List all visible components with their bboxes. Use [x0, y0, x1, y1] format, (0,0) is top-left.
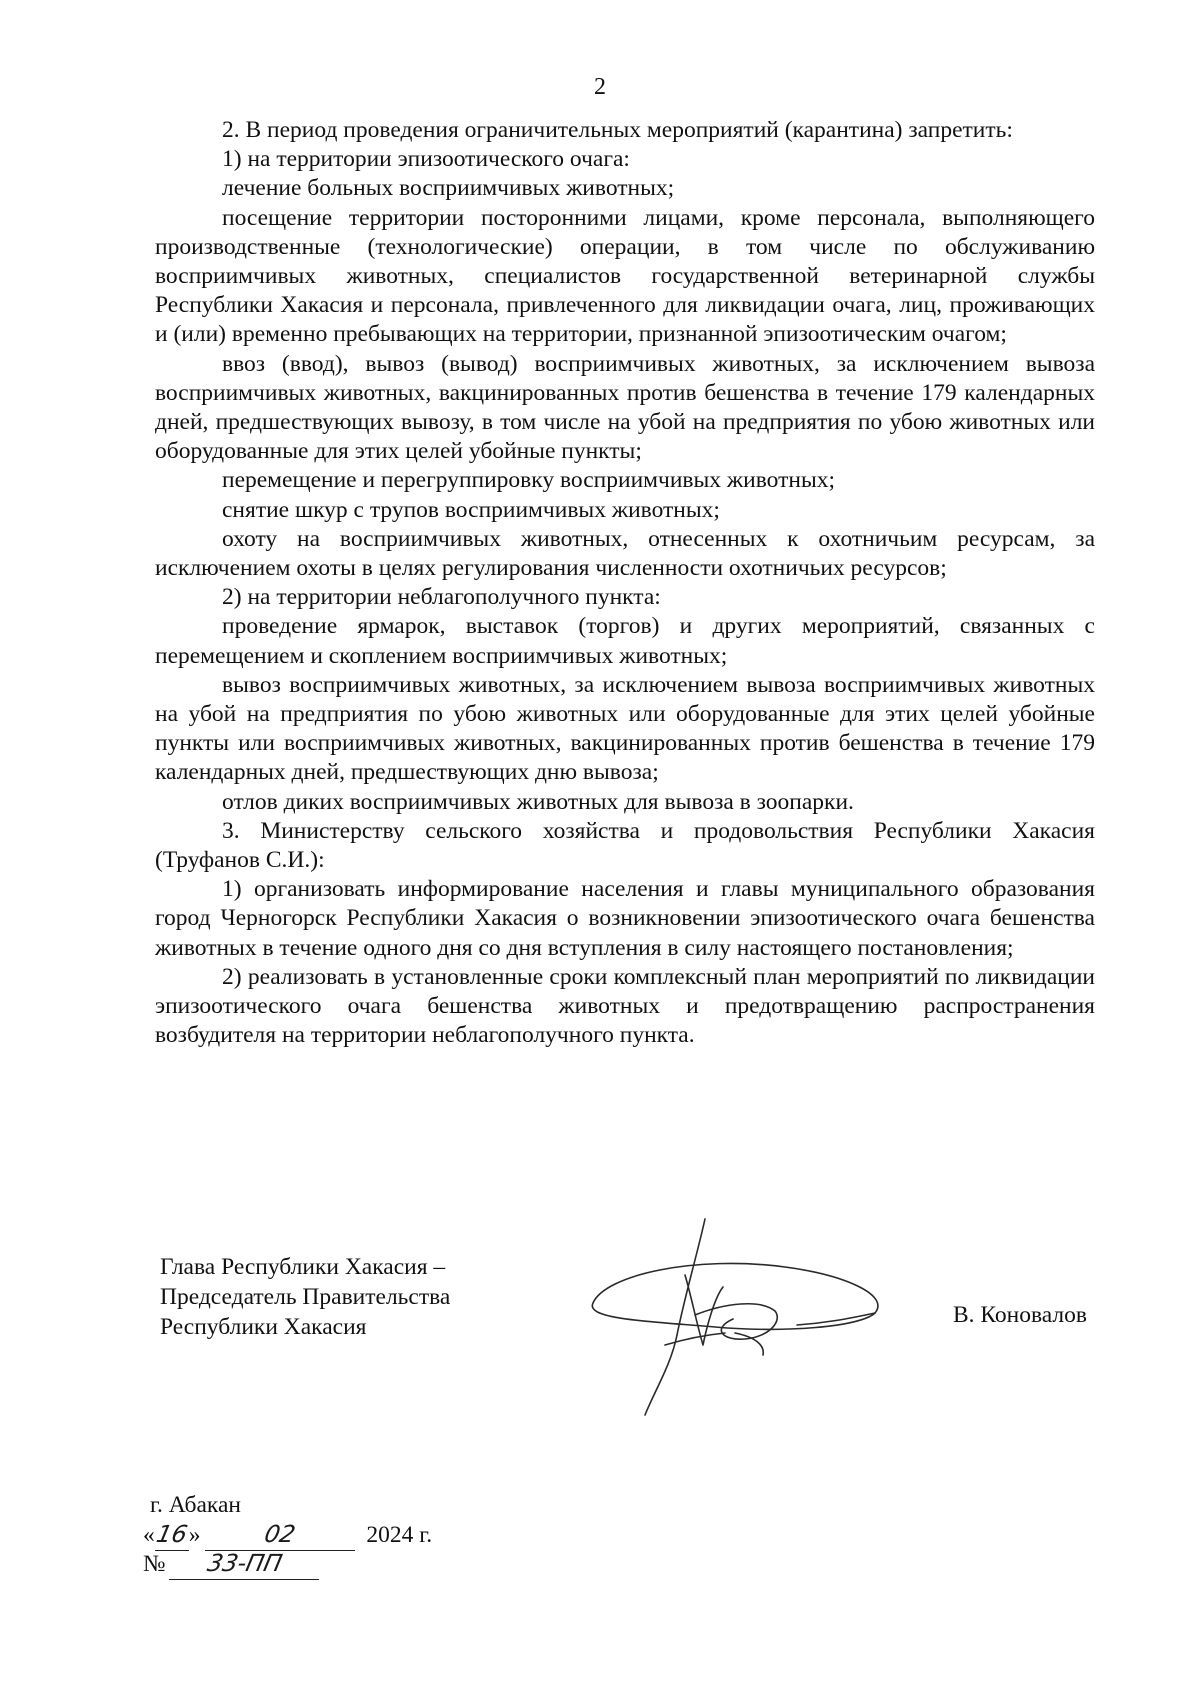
date-month: 02 — [261, 1520, 298, 1548]
body-paragraph: 1) на территории эпизоотического очага: — [222, 146, 630, 173]
date-day-field — [155, 1519, 189, 1551]
date-year: 2024 г. — [366, 1522, 433, 1548]
signatory-title-line: Глава Республики Хакасия – — [160, 1254, 446, 1280]
date-day: 16 — [153, 1520, 190, 1548]
signatory-title — [160, 1252, 450, 1342]
number-label: № — [143, 1551, 166, 1577]
handwritten-signature — [585, 1215, 905, 1425]
body-paragraph: отлов диких восприимчивых животных для вывоза в зоопарки. — [222, 788, 854, 815]
signatory-title-line: Республики Хакасия — [160, 1314, 367, 1340]
body-paragraph: проведение ярмарок, выставок (торгов) и других мероприятий, связанных с перемещением и скоплением восприимчивых животных; — [155, 613, 1095, 669]
body-paragraph: ввоз (ввод), вывоз (вывод) восприимчивых животных, за исключением вывоза восприимчивых животных, вакцинированных против бешенства в течение 179 календарных дней, предшествующих вывозу, в том числе на убой на предприятия по убою животных или оборудованные для этих целей убойные пункты; — [155, 350, 1095, 465]
body-paragraph: 2) на территории неблагополучного пункта: — [222, 584, 661, 611]
number-value: 33-ПП — [204, 1549, 285, 1577]
body-paragraph: снятие шкур с трупов восприимчивых животных; — [222, 496, 720, 523]
place-of-signing: г. Абакан — [150, 1492, 241, 1518]
date-open-quote: « — [143, 1522, 155, 1548]
signatory-title-line: Председатель Правительства — [160, 1284, 451, 1310]
page-number: 2 — [594, 74, 606, 100]
document-date — [143, 1519, 483, 1551]
body-paragraph: перемещение и перегруппировку восприимчивых животных; — [222, 467, 836, 494]
body-paragraph: охоту на восприимчивых животных, отнесенных к охотничьим ресурсам, за исключением охоты в целях регулирования численности охотничьих ресурсов; — [155, 525, 1095, 582]
body-paragraph: 2) реализовать в установленные сроки комплексный план мероприятий по ликвидации эпизоотического очага бешенства животных и предотвращению распространения возбудителя на территории неблагополучного пункта. — [155, 963, 1095, 1049]
document-body — [155, 116, 1095, 1051]
body-paragraph: 2. В период проведения ограничительных мероприятий (карантина) запретить: — [222, 117, 1013, 143]
body-paragraph: лечение больных восприимчивых животных; — [222, 175, 675, 202]
date-month-field — [205, 1519, 355, 1551]
body-paragraph: 1) организовать информирование населения и главы муниципального образования город Черногорск Республики Хакасия о возникновении эпизоотического очага бешенства животных в течение одного дня со дня вступления в силу настоящего постановления; — [155, 876, 1095, 961]
body-paragraph: вывоз восприимчивых животных, за исключением вывоза восприимчивых животных на убой на предприятия по убою животных или оборудованные для этих целей убойные пункты или восприимчивых животных, вакцинированных против бешенства в течение 179 календарных дней, предшествующих дню вывоза; — [155, 671, 1095, 786]
number-field — [169, 1548, 319, 1580]
date-close-quote: » — [188, 1522, 201, 1548]
document-number — [143, 1548, 483, 1580]
body-paragraph: посещение территории посторонними лицами, кроме персонала, выполняющего производственные (технологические) операции, в том числе по обслуживанию восприимчивых животных, специалистов государственной ветеринарной службы Республики Хакасия и персонала, привлеченного для ликвидации очага, лиц, проживающих и (или) временно пребывающих на территории, признанной эпизоотическим очагом; — [155, 204, 1095, 348]
signatory-name: В. Коновалов — [953, 1302, 1088, 1328]
body-paragraph: 3. Министерству сельского хозяйства и продовольствия Республики Хакасия (Труфанов С.И.): — [155, 817, 1095, 874]
